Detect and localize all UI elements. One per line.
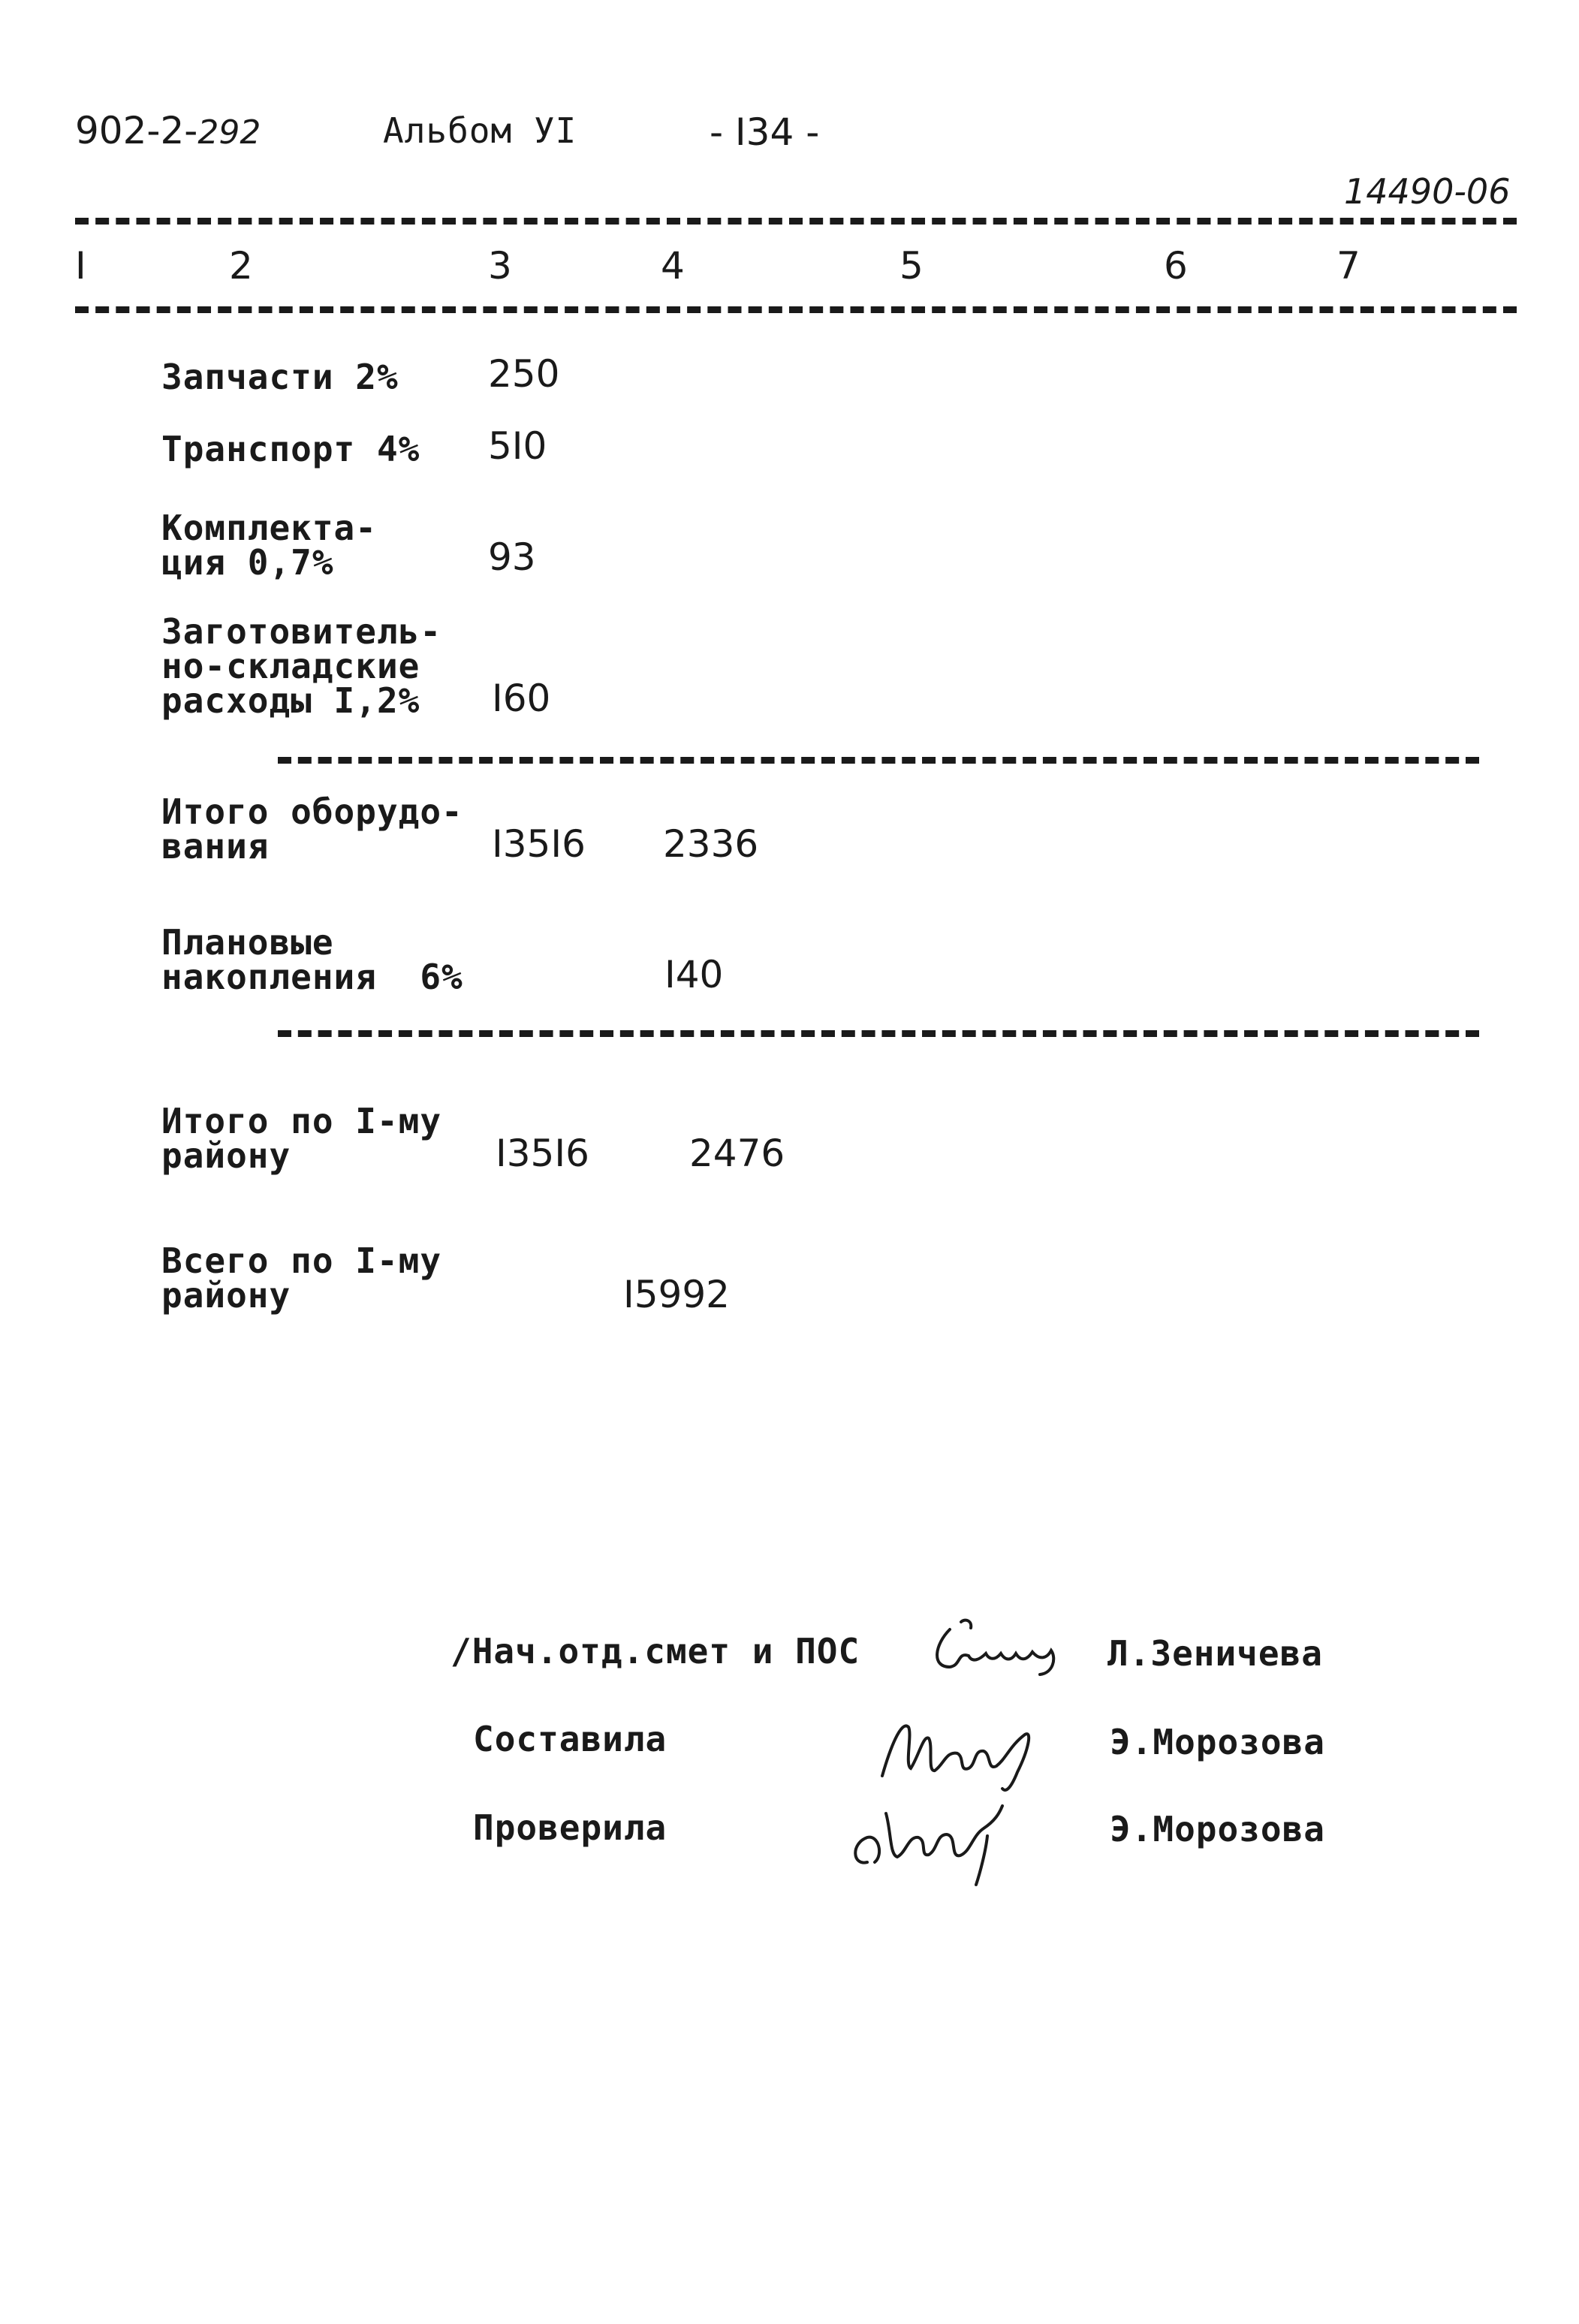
handwritten-signature-compiled <box>875 1705 1055 1795</box>
column-header-5: 5 <box>899 244 924 288</box>
signature-role-compiled: Составила <box>473 1719 667 1759</box>
row-value-completion-col3: 93 <box>488 535 536 579</box>
row-value-equipment-total-col4: 2336 <box>663 822 759 866</box>
document-code: 902-2-292 <box>75 109 261 152</box>
row-value-procurement-costs-col3: I60 <box>492 677 551 720</box>
column-header-7: 7 <box>1336 244 1361 288</box>
row-value-district-total-col3: I35I6 <box>496 1132 589 1175</box>
row-label-procurement-costs: Заготовитель- но-складские расходы I,2% <box>161 611 442 721</box>
signature-name-compiled: Э.Морозова <box>1110 1722 1325 1762</box>
handwritten-signature-checked <box>845 1791 1025 1888</box>
row-label-equipment-total: Итого оборудо- вания <box>161 791 463 867</box>
signature-role-checked: Проверила <box>473 1807 667 1848</box>
row-value-planned-savings-col4: I40 <box>664 953 724 996</box>
row-value-district-grand-total: I5992 <box>623 1273 730 1316</box>
column-header-6: 6 <box>1164 244 1188 288</box>
row-value-spare-parts-col3: 250 <box>488 352 560 396</box>
row-label-planned-savings: Плановые накопления 6% <box>161 922 463 997</box>
row-value-transport-col3: 5I0 <box>488 424 547 468</box>
column-header-3: 3 <box>488 244 512 288</box>
page-number: - I34 - <box>710 110 820 154</box>
handwritten-code: 292 <box>197 113 261 152</box>
header-bottom-rule <box>75 306 1517 313</box>
column-header-1: I <box>75 244 86 288</box>
column-header-2: 2 <box>229 244 253 288</box>
row-label-transport: Транспорт 4% <box>161 429 420 469</box>
column-header-4: 4 <box>661 244 685 288</box>
row-value-equipment-total-col3: I35I6 <box>492 822 586 866</box>
signature-name-checked: Э.Морозова <box>1110 1809 1325 1849</box>
album-label: Альбом УI <box>383 110 577 151</box>
row-value-district-total-col4: 2476 <box>689 1132 785 1175</box>
handwritten-signature-head <box>927 1614 1070 1682</box>
subtotal-rule <box>278 757 1479 764</box>
row-label-spare-parts: Запчасти 2% <box>161 357 399 397</box>
total-rule <box>278 1030 1479 1037</box>
row-label-completion: Комплекта- ция 0,7% <box>161 508 377 583</box>
signature-name-head: Л.Зеничева <box>1107 1633 1323 1674</box>
header-top-rule <box>75 218 1517 225</box>
row-label-district-total: Итого по I-му району <box>161 1101 442 1176</box>
row-label-district-grand-total: Всего по I-му району <box>161 1240 442 1316</box>
signature-role-head: /Нач.отд.смет и ПОС <box>450 1631 860 1671</box>
stamp-number: 14490-06 <box>1344 171 1511 212</box>
